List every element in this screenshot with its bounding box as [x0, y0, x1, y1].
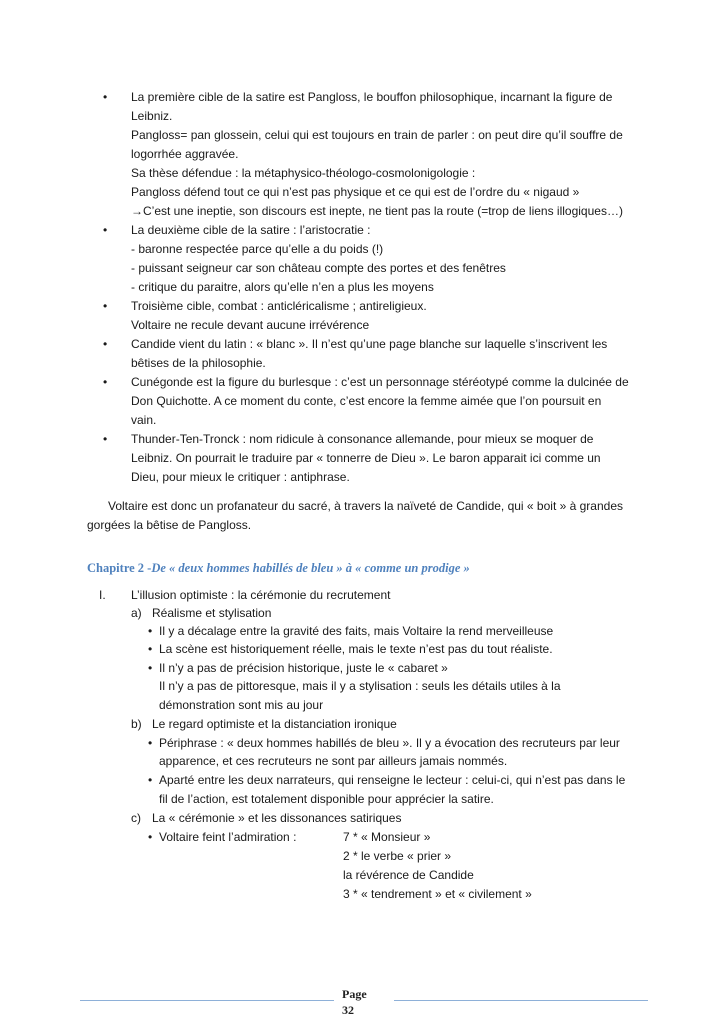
bullet-dot: • — [103, 337, 108, 351]
list-item-line: - baronne respectée parce qu’elle a du poids (!) — [131, 242, 384, 256]
subsection-marker: c) — [131, 811, 141, 825]
chapter-heading — [87, 561, 470, 576]
list-item-line: bêtises de la philosophie. — [131, 356, 266, 370]
list-item-line: Pangloss défend tout ce qui n’est pas physique et ce qui est de l’ordre du « nigaud » — [131, 185, 580, 199]
subsection-marker: a) — [131, 606, 142, 620]
list-item-line: Périphrase : « deux hommes habillés de bleu ». Il y a évocation des recruteurs par leur — [159, 736, 620, 750]
list-item-line: Don Quichotte. A ce moment du conte, c’est encore la femme aimée que l’on poursuit en — [131, 394, 602, 408]
chapter-prefix: Chapitre 2 - — [87, 561, 152, 575]
bullet-dot: • — [103, 90, 108, 104]
list-item-line: Cunégonde est la figure du burlesque : c’est un personnage stéréotypé comme la dulcinée de — [131, 375, 629, 389]
bullet-dot: • — [148, 661, 153, 675]
footer-rule-right — [394, 1000, 648, 1001]
list-item-line: vain. — [131, 413, 157, 427]
bullet-dot: • — [148, 773, 153, 787]
list-item-line: Leibniz. On pourrait le traduire par « tonnerre de Dieu ». Le baron apparait ici comme un — [131, 451, 601, 465]
bullet-dot: • — [103, 223, 108, 237]
list-item-value: 3 * « tendrement » et « civilement » — [343, 887, 532, 901]
list-item-line: Voltaire ne recule devant aucune irrévérence — [131, 318, 370, 332]
bullet-dot: • — [103, 432, 108, 446]
bullet-dot: • — [148, 830, 153, 844]
list-item-line: - critique du paraitre, alors qu’elle n’en a plus les moyens — [131, 280, 434, 294]
list-item-line: La deuxième cible de la satire : l’aristocratie : — [131, 223, 371, 237]
list-item-value: la révérence de Candide — [343, 868, 474, 882]
list-item-line: Aparté entre les deux narrateurs, qui renseigne le lecteur : celui-ci, qui n’est pas dans le — [159, 773, 626, 787]
paragraph-line: Voltaire est donc un profanateur du sacré, à travers la naïveté de Candide, qui « boit » à grandes — [108, 499, 623, 513]
paragraph-line: gorgées la bêtise de Pangloss. — [87, 518, 252, 532]
list-item-line: fil de l’action, est totalement disponible pour apprécier la satire. — [159, 792, 494, 806]
list-item-line: logorrhée aggravée. — [131, 147, 239, 161]
page-number-value: 32 — [342, 1003, 354, 1017]
list-item-line: Il n’y a pas de précision historique, juste le « cabaret » — [159, 661, 448, 675]
bullet-dot: • — [103, 299, 108, 313]
list-item-line: Troisième cible, combat : anticléricalisme ; antireligieux. — [131, 299, 427, 313]
list-item-line: Il n’y a pas de pittoresque, mais il y a stylisation : seuls les détails utiles à la — [159, 679, 561, 693]
list-item-line: Dieu, pour mieux le critiquer : antiphrase. — [131, 470, 350, 484]
section-title: L’illusion optimiste : la cérémonie du recrutement — [131, 588, 391, 602]
list-item-line: Thunder-Ten-Tronck : nom ridicule à consonance allemande, pour mieux se moquer de — [131, 432, 594, 446]
chapter-title: De « deux hommes habillés de bleu » à « comme un prodige » — [151, 561, 470, 575]
subsection-marker: b) — [131, 717, 142, 731]
bullet-dot: • — [103, 375, 108, 389]
page-number — [342, 986, 367, 1018]
list-item-line: Leibniz. — [131, 109, 173, 123]
list-item-line: Pangloss= pan glossein, celui qui est toujours en train de parler : on peut dire qu’il souffre de — [131, 128, 623, 142]
bullet-dot: • — [148, 624, 153, 638]
list-item-line: Il y a décalage entre la gravité des faits, mais Voltaire la rend merveilleuse — [159, 624, 554, 638]
footer-rule-left — [80, 1000, 334, 1001]
list-item-line: →C’est une ineptie, son discours est inepte, ne tient pas la route (=trop de liens illogiques…) — [131, 204, 623, 218]
subsection-title: Le regard optimiste et la distanciation ironique — [152, 717, 397, 731]
list-item-value: 2 * le verbe « prier » — [343, 849, 452, 863]
bullet-dot: • — [148, 642, 153, 656]
subsection-title: Réalisme et stylisation — [152, 606, 272, 620]
page-label: Page — [342, 987, 367, 1001]
list-item-line: La première cible de la satire est Pangloss, le bouffon philosophique, incarnant la figure de — [131, 90, 613, 104]
list-item-line: Candide vient du latin : « blanc ». Il n’est qu’une page blanche sur laquelle s’inscrivent les — [131, 337, 608, 351]
bullet-dot: • — [148, 736, 153, 750]
list-item-line: La scène est historiquement réelle, mais le texte n’est pas du tout réaliste. — [159, 642, 553, 656]
list-item-line: Sa thèse défendue : la métaphysico-théologo-cosmolonigologie : — [131, 166, 476, 180]
list-item-line: démonstration sont mis au jour — [159, 698, 324, 712]
list-item-line: apparence, et ces recruteurs ne sont par ailleurs jamais nommés. — [159, 754, 508, 768]
section-marker: I. — [99, 588, 106, 602]
list-item-value: 7 * « Monsieur » — [343, 830, 431, 844]
list-item-line: Voltaire feint l’admiration : — [159, 830, 297, 844]
subsection-title: La « cérémonie » et les dissonances satiriques — [152, 811, 402, 825]
list-item-line: - puissant seigneur car son château compte des portes et des fenêtres — [131, 261, 506, 275]
